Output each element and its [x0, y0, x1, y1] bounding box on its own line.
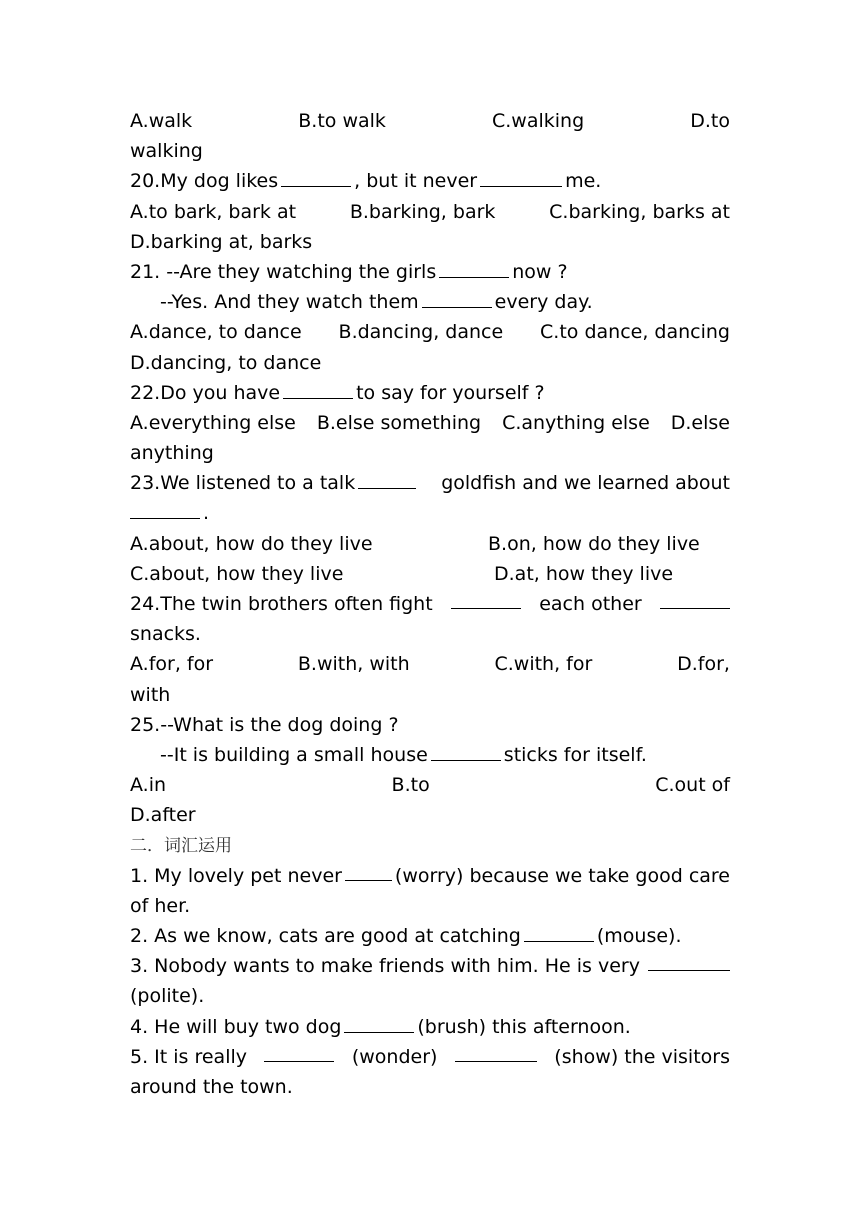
q21-option-c: C.to dance, dancing — [540, 321, 730, 344]
q24-options — [130, 649, 730, 679]
answer-blank — [660, 589, 730, 609]
q20-options — [130, 197, 730, 227]
q21-reply — [130, 287, 730, 317]
answer-blank — [422, 288, 492, 308]
q19-option-b: B.to walk — [298, 110, 386, 132]
q22-stem-text: 22.Do you have — [130, 381, 281, 404]
q19-option-c: C.walking — [491, 110, 585, 132]
q21-option-b: B.dancing, dance — [338, 321, 504, 344]
q23-stem-text — [130, 468, 419, 498]
q20-stem-text: , but it never — [354, 170, 478, 193]
q21-stem-text: 21. --Are they watching the girls — [130, 260, 437, 283]
q21-option-d: D.dancing, to dance — [130, 351, 322, 374]
answer-blank — [431, 741, 501, 761]
q25-option-c: C.out of — [655, 774, 730, 797]
q25-options — [130, 770, 730, 800]
answer-blank — [455, 1042, 537, 1062]
q20-option-c: C.barking, barks at — [549, 200, 730, 223]
q22-options — [130, 408, 730, 438]
q22-option-d: D.else — [670, 411, 730, 434]
answer-blank — [264, 1042, 334, 1062]
q23-option-a: A.about, how do they live — [130, 532, 373, 555]
answer-blank — [648, 951, 730, 971]
answer-blank — [283, 379, 353, 399]
q22-option-wrap: anything — [130, 442, 214, 465]
vocab-item-1-wrap: of her. — [130, 894, 191, 917]
answer-blank — [358, 469, 416, 489]
q25-reply — [130, 740, 730, 770]
q25-reply-text: sticks for itself. — [503, 743, 647, 766]
vocab-item-3-wrap: (polite). — [130, 985, 205, 1008]
q25-option-a: A.in — [130, 774, 167, 797]
q22-option-a: A.everything else — [130, 411, 296, 434]
q22-option-c: C.anything else — [502, 411, 650, 434]
q20-option-a: A.to bark, bark at — [130, 200, 297, 223]
q23-stem — [130, 468, 730, 498]
q24-stem — [130, 589, 730, 619]
q22-option-b: B.else something — [316, 411, 482, 434]
q20-option-d: D.barking at, barks — [130, 230, 313, 253]
q22-stem-text: to say for yourself ? — [356, 381, 545, 404]
q23-stem-part: 23.We listened to a talk — [130, 472, 356, 495]
vocab-text: (worry) because we take good care — [394, 864, 730, 887]
answer-blank — [281, 167, 351, 187]
q21-reply-text: every day. — [494, 291, 593, 314]
q20-stem-text: 20.My dog likes — [130, 170, 279, 193]
q25-reply-text: --It is building a small house — [160, 743, 428, 766]
q25-stem: 25.--What is the dog doing ? — [130, 713, 399, 736]
vocab-item-5 — [130, 1042, 730, 1072]
answer-blank — [524, 922, 594, 942]
q21-option-a: A.dance, to dance — [130, 321, 302, 344]
q20-stem — [130, 166, 730, 196]
q23-option-b: B.on, how do they live — [488, 532, 700, 555]
answer-blank — [451, 589, 521, 609]
q24-option-d: D.for, — [677, 653, 730, 676]
vocab-item-4 — [130, 1012, 730, 1042]
vocab-text: 3. Nobody wants to make friends with him. He is very — [130, 955, 640, 978]
vocab-text: (mouse). — [596, 925, 682, 948]
vocab-text: 4. He will buy two dog — [130, 1015, 342, 1038]
vocab-item-1 — [130, 861, 730, 891]
vocab-item-5-wrap: around the town. — [130, 1076, 293, 1098]
vocab-text: (wonder) — [351, 1045, 438, 1068]
q23-stem-part: . — [203, 502, 210, 525]
vocab-text: 1. My lovely pet never — [130, 864, 342, 887]
q19-options — [130, 106, 730, 136]
vocab-text: 2. As we know, cats are good at catching — [130, 925, 521, 948]
worksheet-page — [130, 106, 730, 1102]
q20-stem-text: me. — [565, 170, 602, 193]
q23-stem-wrap — [130, 498, 730, 528]
q21-stem — [130, 257, 730, 287]
q23-options-row2 — [130, 559, 730, 589]
section-heading: 二．词汇运用 — [130, 835, 232, 856]
q24-option-b: B.with, with — [297, 653, 410, 676]
q23-stem-part: goldfish and we learned about — [441, 472, 730, 495]
answer-blank — [344, 1013, 414, 1033]
vocab-text: (brush) this afternoon. — [417, 1015, 631, 1038]
q24-option-c: C.with, for — [494, 653, 593, 676]
q25-option-b: B.to — [391, 774, 430, 797]
q24-stem-part: each other — [539, 593, 642, 615]
vocab-text: 5. It is really — [130, 1045, 248, 1068]
q24-option-wrap: with — [130, 683, 171, 706]
q24-option-a: A.for, for — [130, 653, 214, 676]
q19-option-a: A.walk — [130, 110, 193, 132]
q23-option-d: D.at, how they live — [494, 562, 674, 585]
answer-blank — [345, 861, 392, 881]
q21-stem-text: now ? — [512, 260, 568, 283]
q21-reply-text: --Yes. And they watch them — [160, 291, 419, 314]
q24-stem-part: 24.The twin brothers often fight — [130, 593, 433, 615]
answer-blank — [480, 167, 562, 187]
answer-blank — [130, 499, 200, 519]
q24-stem-wrap: snacks. — [130, 623, 201, 646]
vocab-item-3 — [130, 951, 730, 981]
answer-blank — [439, 258, 509, 278]
q25-option-d: D.after — [130, 804, 196, 827]
q22-stem — [130, 378, 730, 408]
q20-option-b: B.barking, bark — [349, 200, 496, 223]
q21-options — [130, 317, 730, 347]
q23-options-row1 — [130, 529, 730, 559]
q19-option-d: D.to — [690, 110, 730, 132]
q23-option-c: C.about, how they live — [130, 562, 344, 585]
vocab-item-2 — [130, 921, 730, 951]
vocab-text: (show) the visitors — [554, 1045, 730, 1068]
q19-option-wrap: walking — [130, 140, 203, 163]
